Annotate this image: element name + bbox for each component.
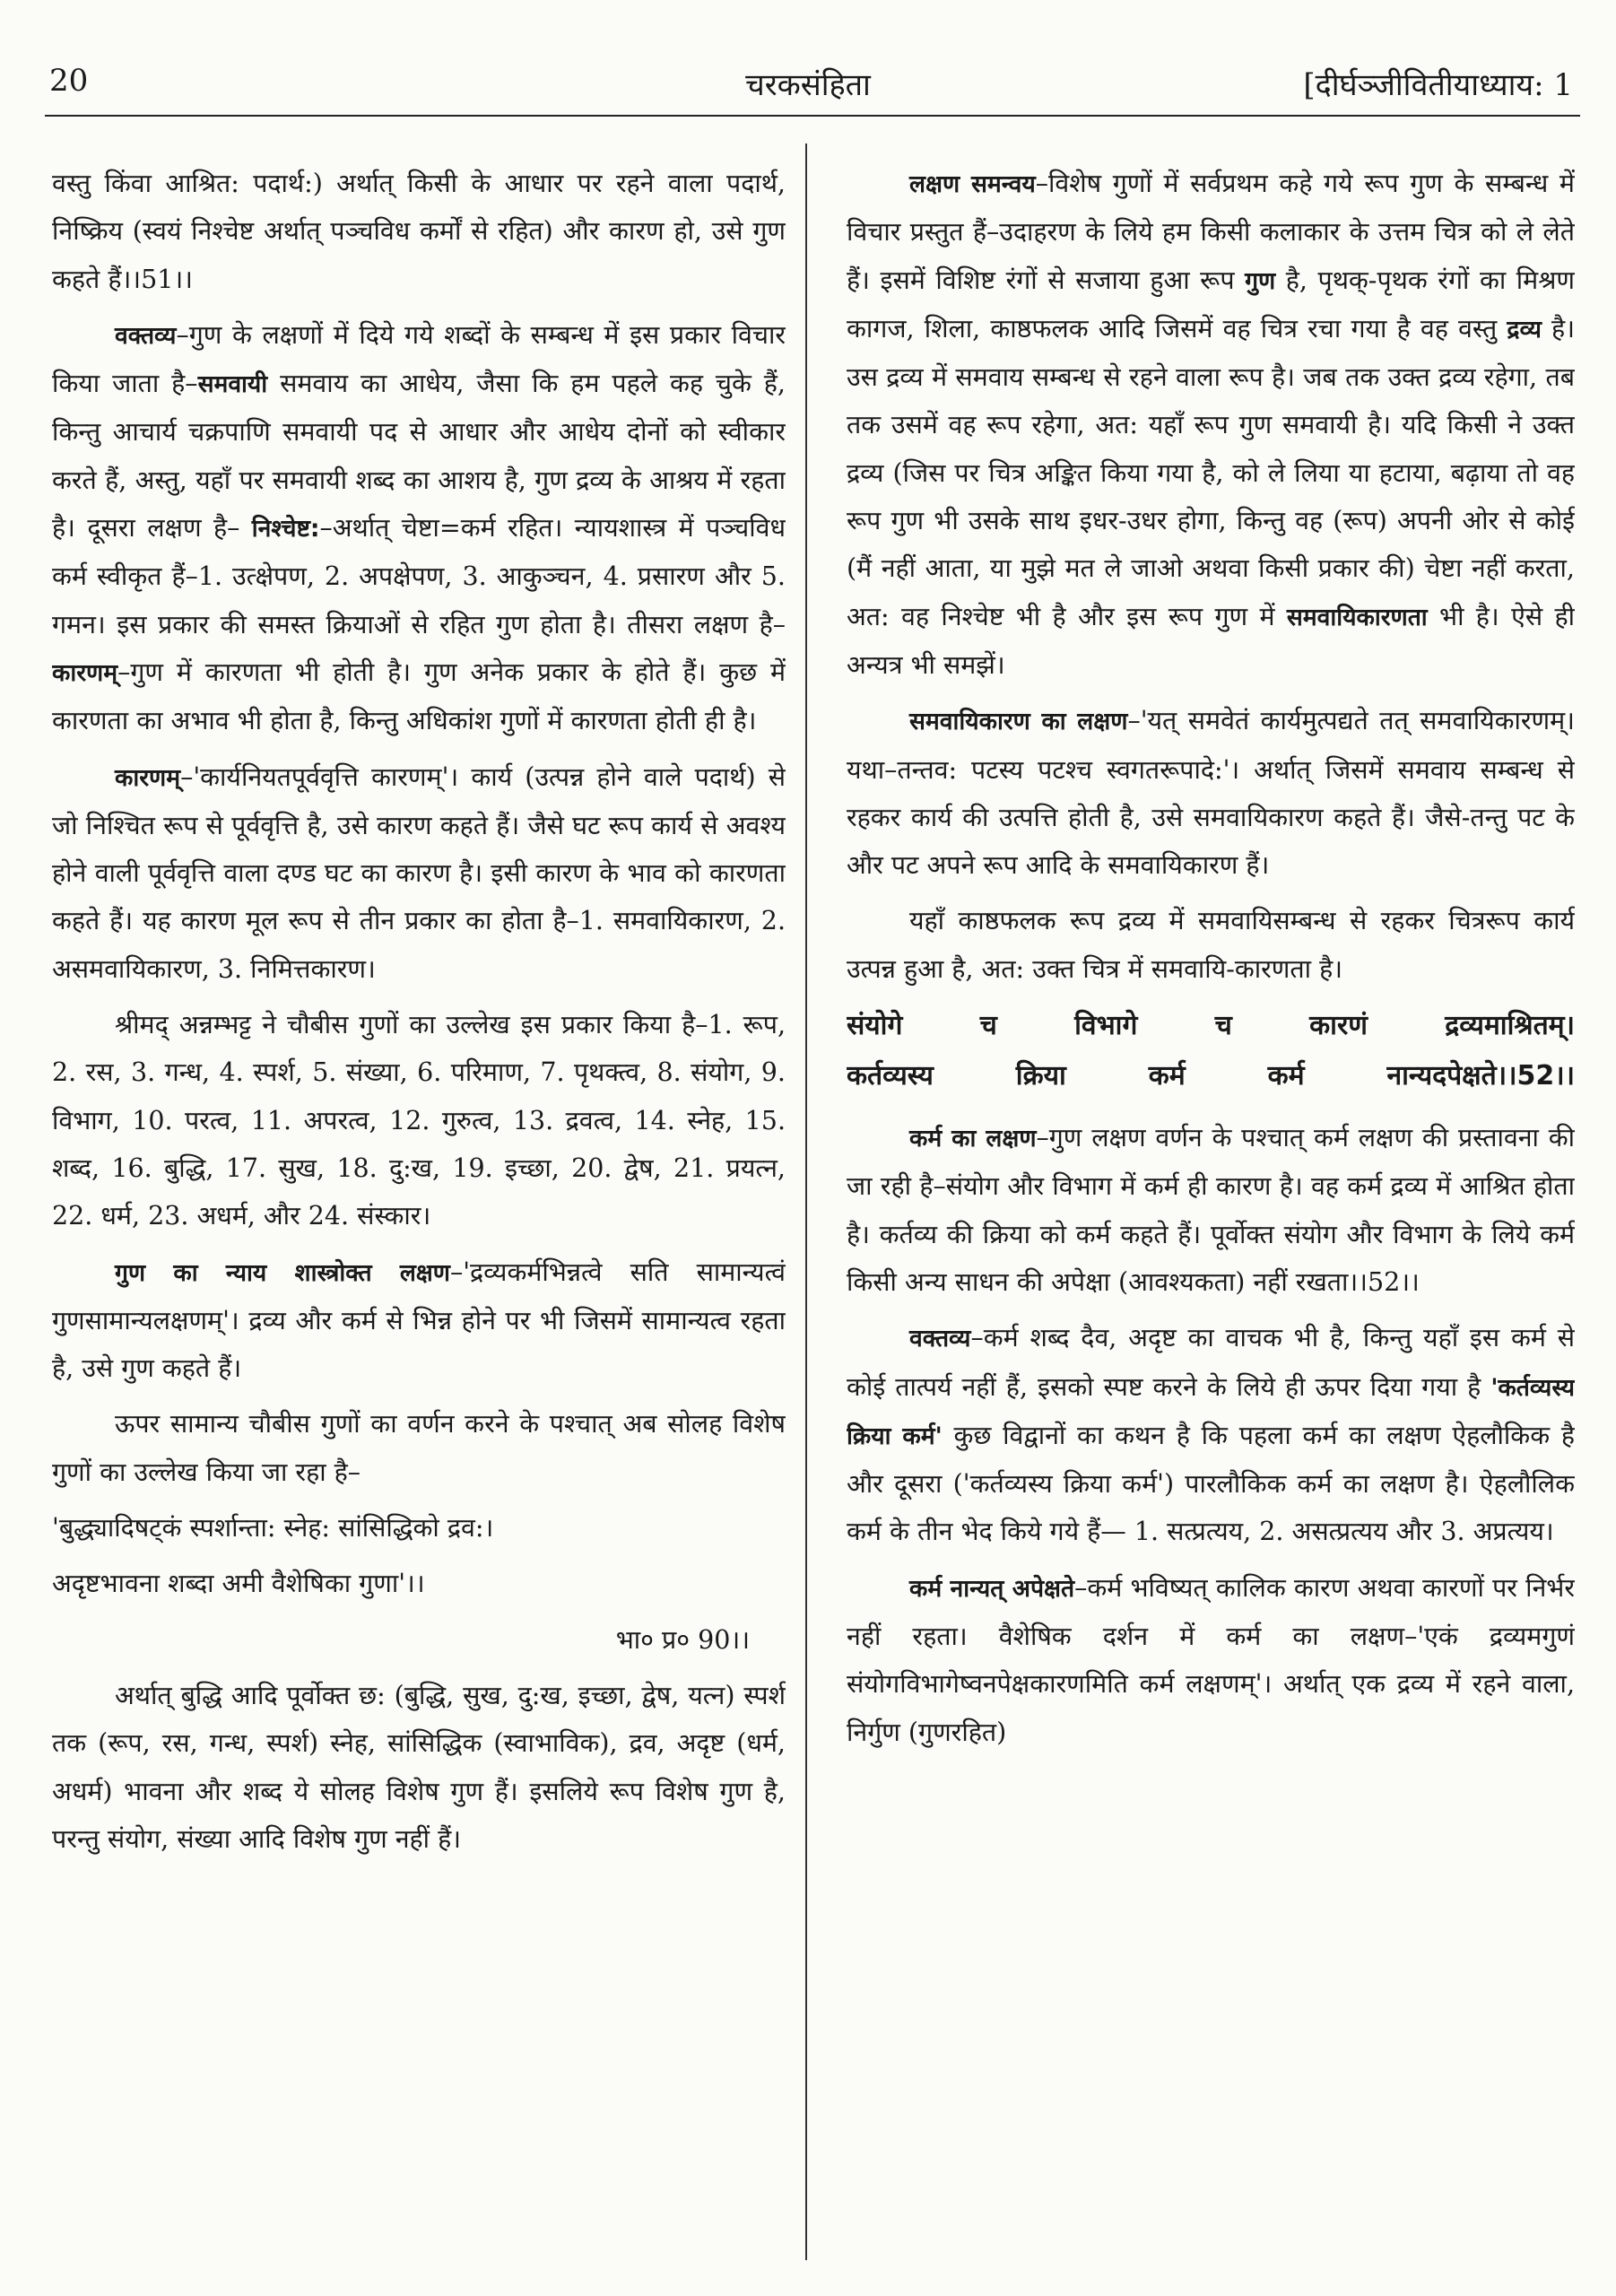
term-heading: वक्तव्य: [909, 1325, 971, 1353]
term-heading: कर्म का लक्षण: [909, 1125, 1037, 1153]
term-heading: द्रव्य: [1507, 315, 1542, 344]
page-number: 20: [49, 63, 89, 99]
sutra-verse: [847, 1001, 1575, 1101]
paragraph: समवायिकारण का लक्षण–'यत् समवेतं कार्यमुत्पद्यते तत् समवायिकारणम्। यथा–तन्तव: पटस्य पटश्च स्वगतरूपादे:'। अर्थात् जिसमें समवाय सम्बन्ध से रहकर कार्य की उत्पत्ति होती है, उसे समवायिकारण कहते हैं। जैसे-तन्तु पट के और पट अपने रूप आदि के समवायिकारण हैं।: [847, 706, 1575, 881]
paragraph: कारणम्–'कार्यनियतपूर्ववृत्ति कारणम्'। कार्य (उत्पन्न होने वाले पदार्थ) से जो निश्चित रूप से पूर्ववृत्ति है, उसे कारण कहते हैं। जैसे घट रूप कार्य से अवश्य होने वाली पूर्ववृत्ति वाला दण्ड घट का कारण है। इसी कारण के भाव को कारणता कहते हैं। यह कारण मूल रूप से तीन प्रकार का होता है–1. समवायिकारण, 2. असमवायिकारण, 3. निमित्तकारण।: [52, 761, 786, 984]
term-heading: समवायी: [197, 370, 268, 399]
column-divider: [805, 144, 807, 2260]
paragraph: ऊपर सामान्य चौबीस गुणों का वर्णन करने के पश्चात् अब सोलह विशेष गुणों का उल्लेख किया जा रहा है–: [52, 1409, 786, 1487]
paragraph: कर्म नान्यत् अपेक्षते–कर्म भविष्यत् कालिक कारण अथवा कारणों पर निर्भर नहीं रहता। वैशेषिक दर्शन में कर्म का लक्षण–'एकं द्रव्यमगुणं संयोगविभागेष्वनपेक्षकारणमिति कर्म लक्षणम्'। अर्थात् एक द्रव्य में रहने वाला, निर्गुण (गुणरहित): [847, 1572, 1575, 1747]
term-heading: लक्षण समन्वय: [909, 170, 1036, 198]
term-heading: निश्चेष्ट:: [251, 515, 320, 544]
chapter-title: [दीर्घञ्जीवितीयाध्याय: 1: [1303, 67, 1573, 103]
paragraph: लक्षण समन्वय–विशेष गुणों में सर्वप्रथम कहे गये रूप गुण के सम्बन्ध में विचार प्रस्तुत हैं–उदाहरण के लिये हम किसी कलाकार के उत्तम चित्र को ले लेते हैं। इसमें विशिष्ट रंगों से सजाया हुआ रूप गुण है, पृथक्-पृथक रंगों का मिश्रण कागज, शिला, काष्ठफलक आदि जिसमें वह चित्र रचा गया है वह वस्तु द्रव्य है। उस द्रव्य में समवाय सम्बन्ध से रहने वाला रूप है। जब तक उक्त द्रव्य रहेगा, तब तक उसमें वह रूप रहेगा, अत: यहाँ रूप गुण समवायी है। यदि किसी ने उक्त द्रव्य (जिस पर चित्र अङ्कित किया गया है, को ले लिया या हटाया, बढ़ाया तो वह रूप गुण भी उसके साथ इधर-उधर होगा, किन्तु वह (रूप) अपनी ओर से कोई (मैं नहीं आता, या मुझे मत ले जाओ अथवा किसी प्रकार की) चेष्टा नहीं करता, अत: वह निश्चेष्ट भी है और इस रूप गुण में समवायिकारणता भी है। ऐसे ही अन्यत्र भी समझें।: [847, 169, 1575, 680]
term-heading: कारणम्: [115, 763, 181, 792]
left-column: [52, 160, 786, 2267]
term-heading: कारणम्: [52, 658, 118, 687]
paragraph: वक्तव्य–कर्म शब्द दैव, अदृष्ट का वाचक भी है, किन्तु यहाँ इस कर्म से कोई तात्पर्य नहीं हैं, इसको स्पष्ट करने के लिये ही ऊपर दिया गया है 'कर्तव्यस्य क्रिया कर्म' कुछ विद्वानों का कथन है कि पहला कर्म का लक्षण ऐहलौकिक है और दूसरा ('कर्तव्यस्य क्रिया कर्म') पारलौकिक कर्म का लक्षण है। ऐहलौलिक कर्म के तीन भेद किये गये हैं— 1. सत्प्रत्यय, 2. असत्प्रत्यय और 3. अप्रत्यय।: [847, 1323, 1575, 1547]
term-heading: समवायिकारणता: [1286, 603, 1428, 631]
term-heading: गुण: [1245, 266, 1276, 295]
verse-reference: भा० प्र० 90।।: [615, 1624, 750, 1655]
paragraph: श्रीमद् अन्नम्भट्ट ने चौबीस गुणों का उल्लेख इस प्रकार किया है–1. रूप, 2. रस, 3. गन्ध, 4. स्पर्श, 5. संख्या, 6. परिमाण, 7. पृथक्त्व, 8. संयोग, 9. विभाग, 10. परत्व, 11. अपरत्व, 12. गुरुत्व, 13. द्रवत्व, 14. स्नेह, 15. शब्द, 16. बुद्धि, 17. सुख, 18. दु:ख, 19. इच्छा, 20. द्वेष, 21. प्रयत्न, 22. धर्म, 23. अधर्म, और 24. संस्कार।: [52, 1010, 786, 1231]
paragraph: वस्तु किंवा आश्रित: पदार्थ:) अर्थात् किसी के आधार पर रहने वाला पदार्थ, निष्क्रिय (स्वयं निश्चेष्ट अर्थात् पञ्चविध कर्मों से रहित) और कारण हो, उसे गुण कहते हैं।।51।।: [52, 169, 786, 294]
header-rule: [45, 115, 1580, 117]
paragraph: यहाँ काष्ठफलक रूप द्रव्य में समवायिसम्बन्ध से रहकर चित्ररूप कार्य उत्पन्न हुआ है, अत: उक्त चित्र में समवायि-कारणता है।: [847, 906, 1575, 984]
paragraph: अर्थात् बुद्धि आदि पूर्वोक्त छ: (बुद्धि, सुख, दु:ख, इच्छा, द्वेष, यत्न) स्पर्श तक (रूप, रस, गन्ध, स्पर्श) स्नेह, सांसिद्धिक (स्वाभाविक), द्रव, अदृष्ट (धर्म, अधर्म) भावना और शब्द ये सोलह विशेष गुण हैं। इसलिये रूप विशेष गुण है, परन्तु संयोग, संख्या आदि विशेष गुण नहीं हैं।: [52, 1680, 786, 1854]
term-heading: 'कर्तव्यस्य क्रिया कर्म': [847, 1373, 1575, 1450]
sutra-line: संयोगे च विभागे च कारणं द्रव्यमाश्रितम्।: [847, 1010, 1575, 1042]
paragraph: वक्तव्य–गुण के लक्षणों में दिये गये शब्दों के सम्बन्ध में इस प्रकार विचार किया जाता है–समवायी समवाय का आधेय, जैसा कि हम पहले कह चुके हैं, किन्तु आचार्य चक्रपाणि समवायी पद से आधार और आधेय दोनों को स्वीकार करते हैं, अस्तु, यहाँ पर समवायी शब्द का आशय है, गुण द्रव्य के आश्रय में रहता है। दूसरा लक्षण है– निश्चेष्ट:–अर्थात् चेष्टा=कर्म रहित। न्यायशास्त्र में पञ्चविध कर्म स्वीकृत हैं–1. उत्क्षेपण, 2. अपक्षेपण, 3. आकुञ्चन, 4. प्रसारण और 5. गमन। इस प्रकार की समस्त क्रियाओं से रहित गुण होता है। तीसरा लक्षण है–कारणम्–गुण में कारणता भी होती है। गुण अनेक प्रकार के होते हैं। कुछ में कारणता का अभाव भी होता है, किन्तु अधिकांश गुणों में कारणता होती ही है।: [52, 319, 786, 736]
term-heading: गुण का न्याय शास्त्रोक्त लक्षण: [115, 1258, 450, 1287]
term-heading: वक्तव्य: [115, 321, 177, 350]
term-heading: समवायिकारण का लक्षण: [909, 708, 1128, 736]
verse-line: 'बुद्ध्यादिषट्कं स्पर्शान्ता: स्नेह: सांसिद्धिको द्रव:।: [52, 1513, 494, 1544]
book-title: चरकसंहिता: [745, 67, 871, 103]
paragraph: गुण का न्याय शास्त्रोक्त लक्षण–'द्रव्यकर्मभिन्नत्वे सति सामान्यत्वं गुणसामान्यलक्षणम्'। द्रव्य और कर्म से भिन्न होने पर भी जिसमें सामान्यत्व रहता है, उसे गुण कहते हैं।: [52, 1257, 786, 1384]
right-column: [847, 160, 1575, 2267]
sutra-line: कर्तव्यस्य क्रिया कर्म कर्म नान्यदपेक्षते।।52।।: [847, 1060, 1575, 1092]
verse-line: अदृष्टभावना शब्दा अमी वैशेषिका गुणा'।।: [52, 1569, 425, 1599]
paragraph: कर्म का लक्षण–गुण लक्षण वर्णन के पश्चात् कर्म लक्षण की प्रस्तावना की जा रही है–संयोग और विभाग में कर्म ही कारण है। वह कर्म द्रव्य में आश्रित होता है। कर्तव्य की क्रिया को कर्म कहते हैं। पूर्वोक्त संयोग और विभाग के लिये कर्म किसी अन्य साधन की अपेक्षा (आवश्यकता) नहीं रखता।।52।।: [847, 1123, 1575, 1297]
term-heading: कर्म नान्यत् अपेक्षते: [909, 1574, 1075, 1603]
